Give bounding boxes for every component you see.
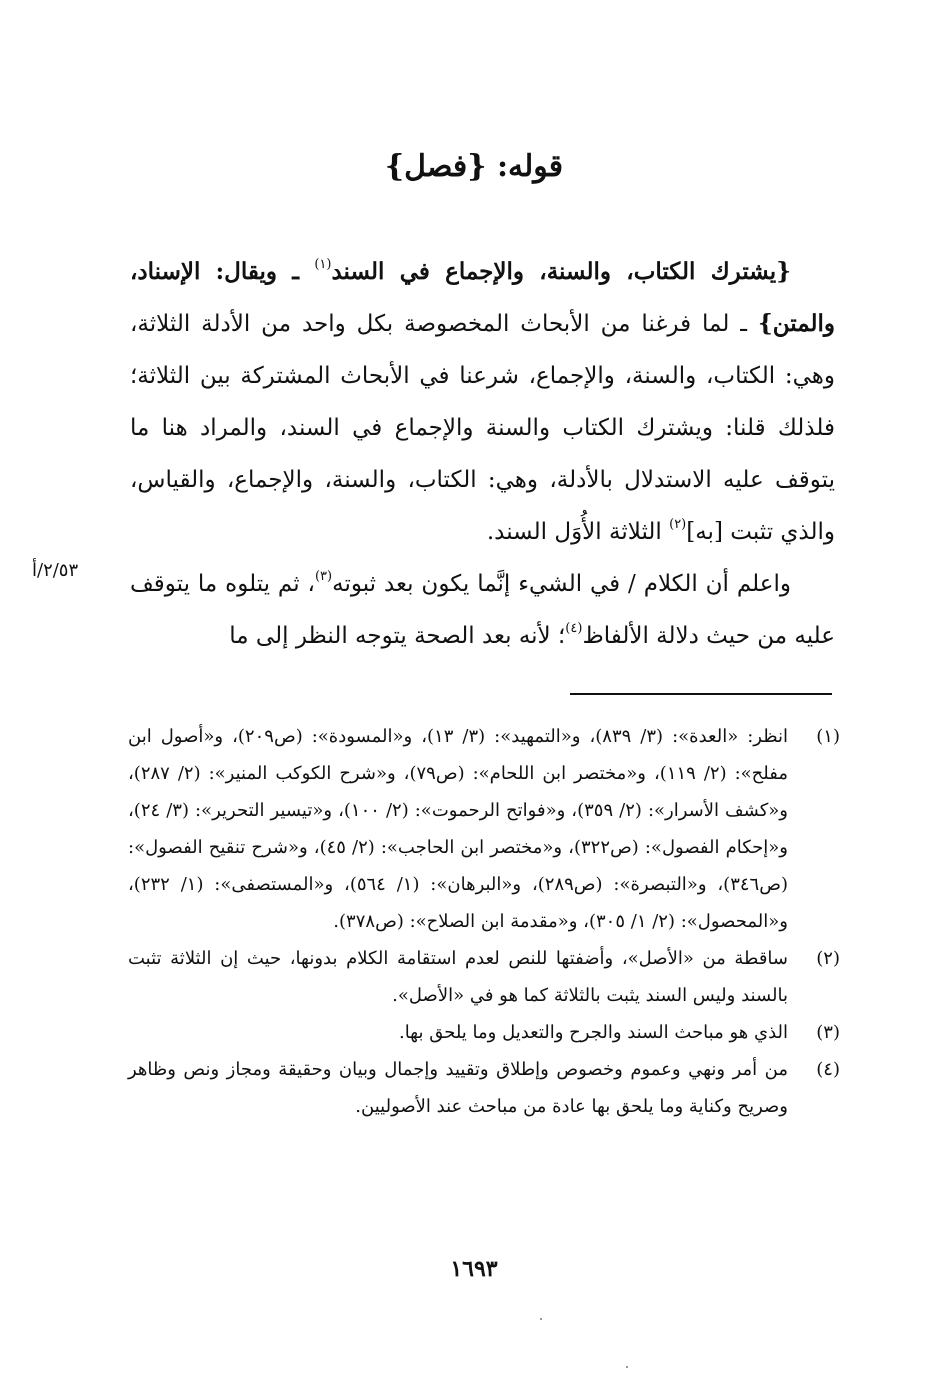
footnote-item	[128, 940, 840, 1014]
paragraph-1-text: ـ لما فرغنا من الأبحاث المخصوصة بكل واحد من الأدلة الثلاثة، وهي: الكتاب، والسنة، والإجماع، شرعنا في الأبحاث المشتركة بين الثلاثة؛ فلذلك قلنا: ويشترك الكتاب والسنة والإجماع في السند، والمراد هنا ما يتوقف عليه الاستدلال بالأدلة، وهي: الكتاب، والسنة، والإجماع، والقياس، والذي تثبت [به]	[130, 311, 835, 545]
footnote-item	[128, 718, 840, 940]
footnote-separator	[570, 693, 832, 695]
paragraph-1-end: الثلاثة الأُوَل السند.	[486, 519, 670, 545]
bold-quote-2: ـ ويقال: الإسناد، والمتن}	[130, 258, 835, 337]
paragraph-1	[130, 246, 835, 558]
paragraph-2	[130, 558, 835, 662]
section-heading: قوله: {فصل}	[384, 149, 564, 184]
paragraph-2-part3: ؛ لأنه بعد الصحة يتوجه النظر إلى ما	[229, 623, 566, 649]
manuscript-folio-note: ٢/٥٣/أ	[32, 560, 79, 581]
footnote-number: (٢)	[816, 948, 840, 969]
footnote-ref-1: (١)	[314, 257, 332, 273]
footnote-item	[128, 1051, 840, 1125]
footnote-number: (٤)	[816, 1059, 840, 1080]
scan-speck	[540, 1318, 542, 1320]
footnote-text: انظر: «العدة»: (٣/ ٨٣٩)، و«التمهيد»: (٣/ ١٣)، و«المسودة»: (ص٢٠٩)، و«أصول ابن مفلح»: (٢/ ١١٩)، و«مختصر ابن اللحام»: (ص٧٩)، و«شرح الكوكب المنير»: (٢/ ٢٨٧)، و«كشف الأسرار»: (٢/ ٣٥٩)، و«فواتح الرحموت»: (٢/ ١٠٠)، و«تيسير التحرير»: (٣/ ٢٤)، و«إحكام الفصول»: (ص٣٢٢)، و«مختصر ابن الحاجب»: (٢/ ٤٥)، و«شرح تنقيح الفصول»: (ص٣٤٦)، و«التبصرة»: (ص٢٨٩)، و«البرهان»: (١/ ٥٦٤)، و«المستصفى»: (١/ ٢٣٢)، و«المحصول»: (٢/ ١/ ٣٠٥)، و«مقدمة ابن الصلاح»: (ص٣٧٨).	[128, 726, 788, 932]
paragraph-2-part2: ، ثم يتلوه ما يتوقف عليه من حيث دلالة الألفاظ	[130, 571, 835, 649]
footnote-number: (١)	[816, 726, 840, 747]
footnote-text: الذي هو مباحث السند والجرح والتعديل وما يلحق بها.	[398, 1022, 788, 1043]
footnote-text: ساقطة من «الأصل»، وأضفتها للنص لعدم استقامة الكلام بدونها، حيث إن الثلاثة تثبت بالسند وليس السند يثبت بالثلاثة كما هو في «الأصل».	[128, 948, 788, 1006]
footnote-ref-4: (٤)	[565, 621, 583, 637]
footnote-item	[128, 1014, 840, 1051]
scan-speck	[626, 1366, 628, 1368]
footnote-ref-2: (٢)	[669, 517, 687, 533]
footnotes	[128, 718, 840, 1125]
bold-quote-1: {يشترك الكتاب، والسنة، والإجماع في السند	[331, 258, 791, 285]
footnote-number: (٣)	[816, 1022, 840, 1043]
footnote-text: من أمر ونهي وعموم وخصوص وإطلاق وتقييد وإجمال وبيان وحقيقة ومجاز ونص وظاهر وصريح وكناية وما يلحق بها عادة من مباحث عند الأصوليين.	[128, 1059, 788, 1117]
paragraph-2-part1: واعلم أن الكلام / في الشيء إنَّما يكون بعد ثبوته	[332, 571, 791, 597]
page-number: ١٦٩٣	[450, 1256, 498, 1282]
main-text	[130, 246, 835, 662]
footnote-ref-3: (٣)	[314, 569, 333, 585]
